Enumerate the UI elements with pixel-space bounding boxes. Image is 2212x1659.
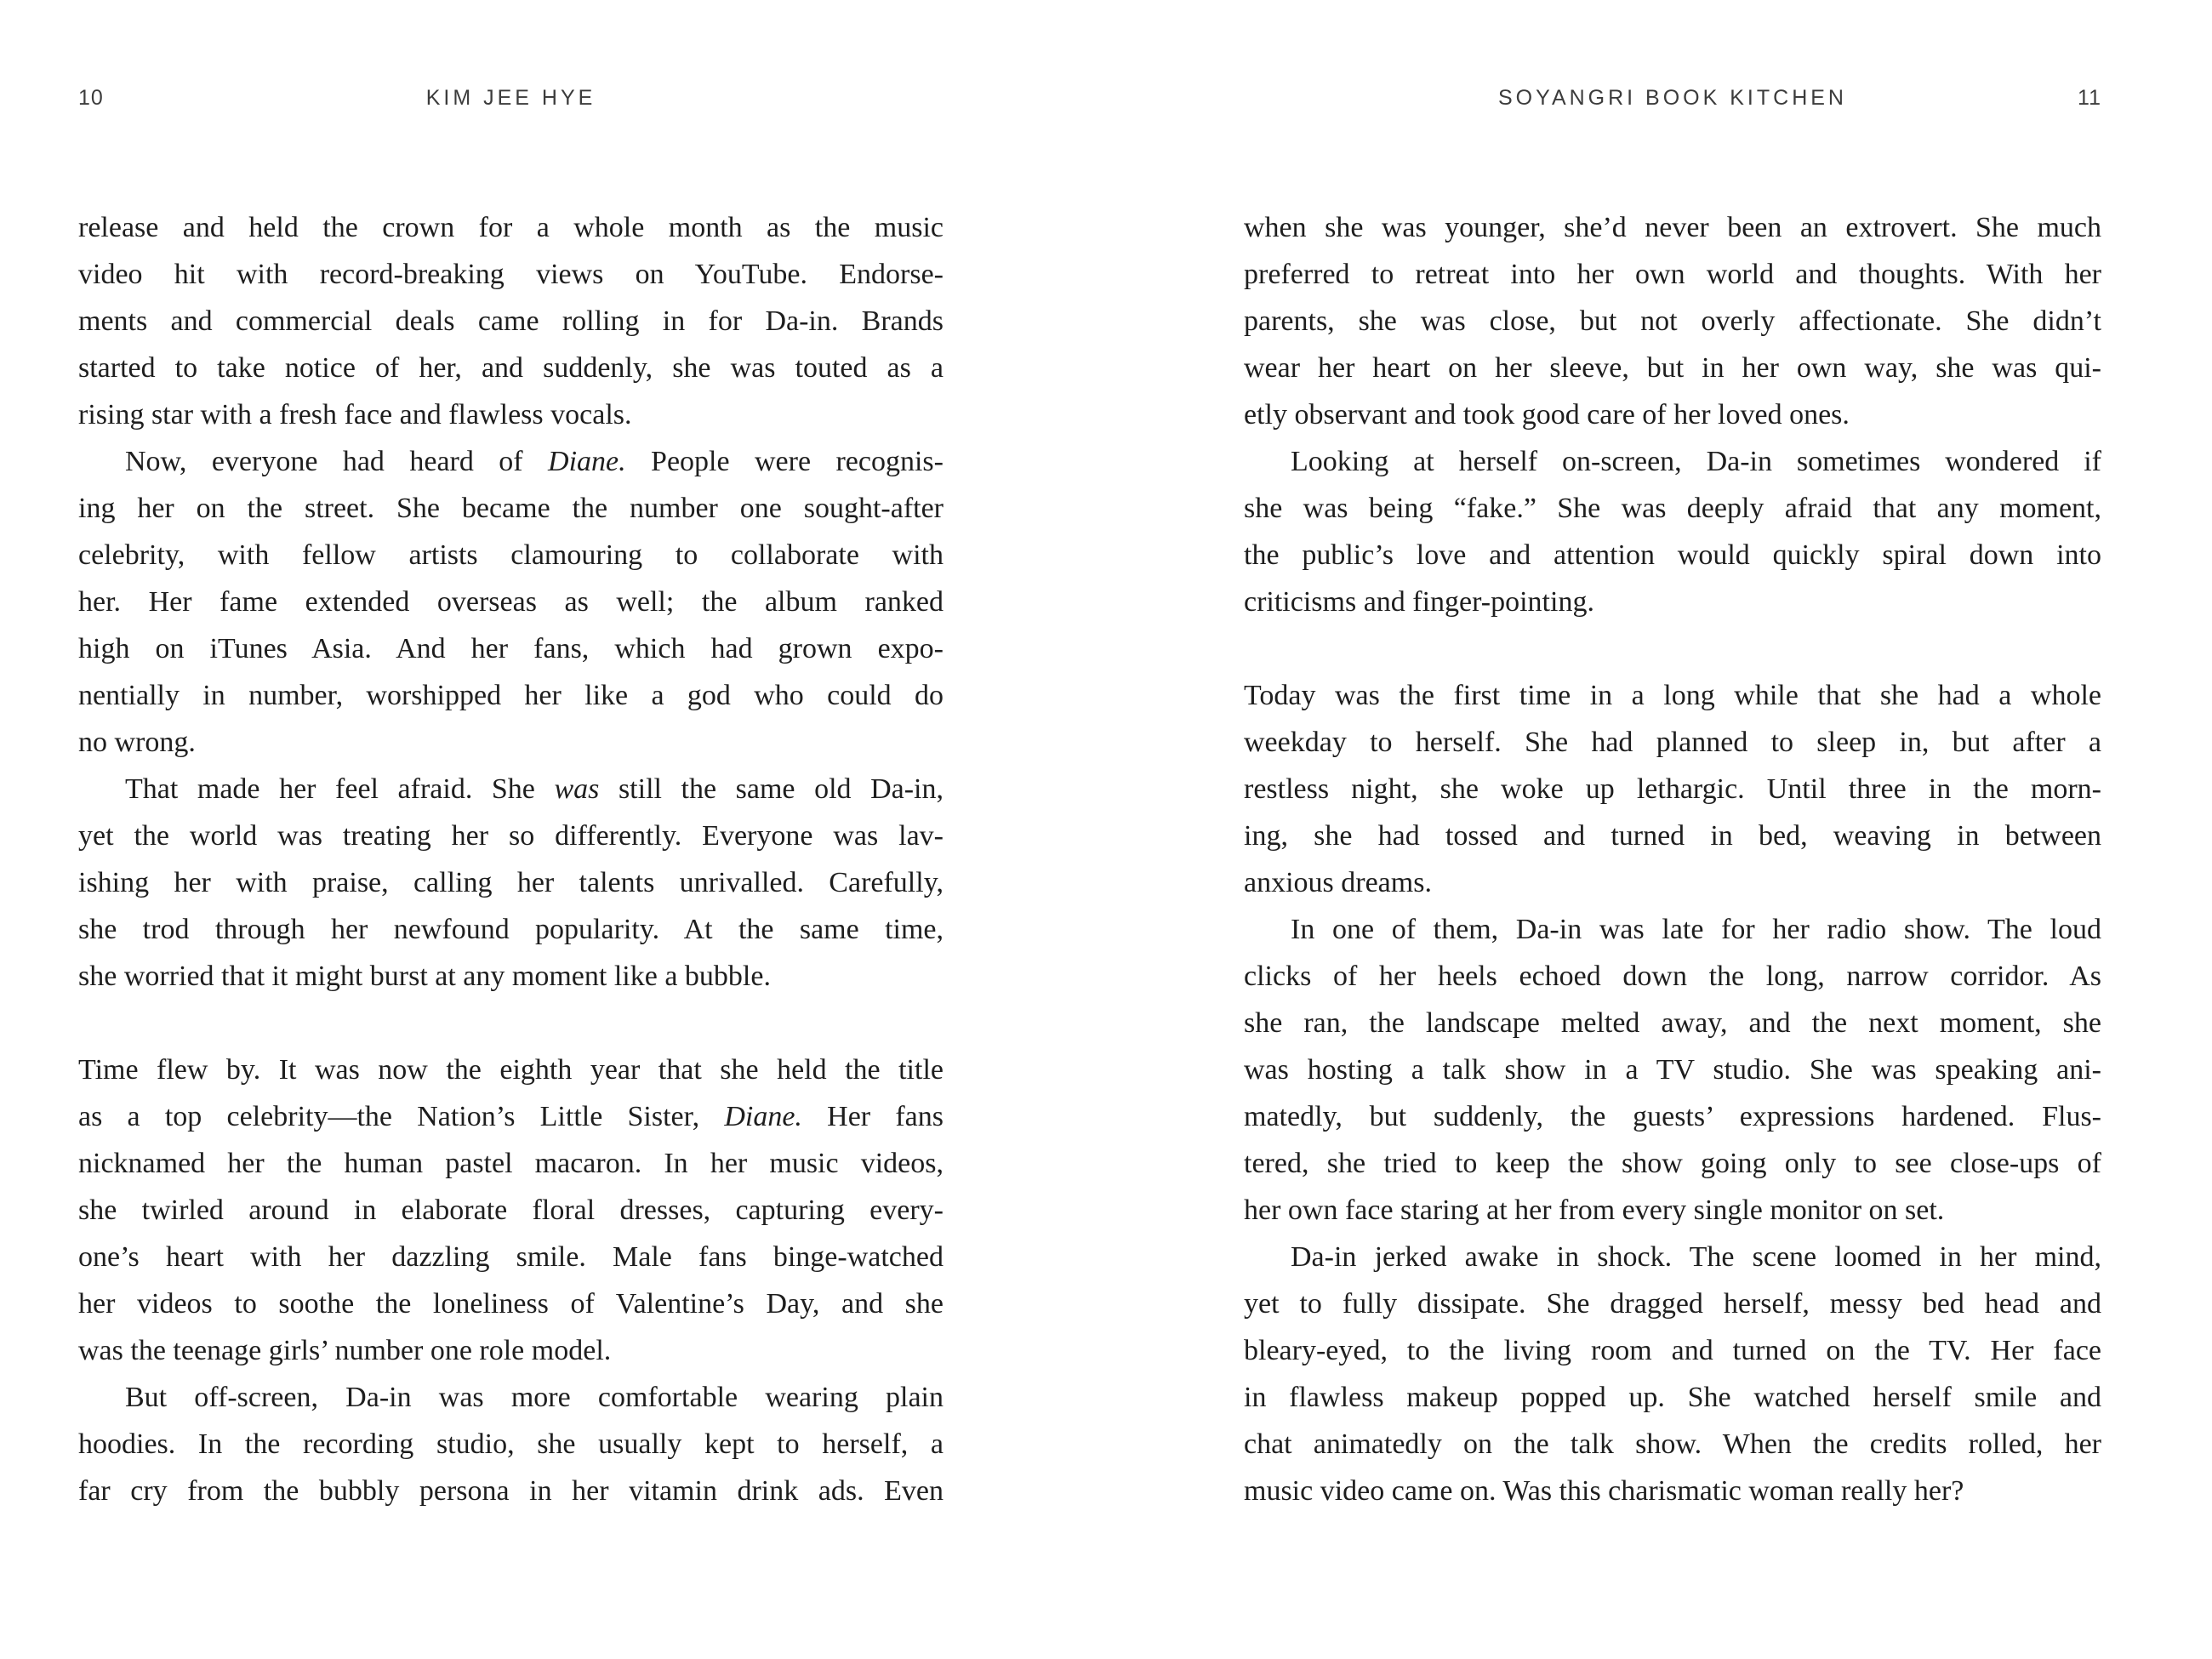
text-line (1244, 251, 2101, 298)
text-line (1244, 204, 2101, 251)
text-run: she was being “fake.” She was deeply afraid that any moment, (1244, 493, 2101, 524)
text-line (78, 1140, 944, 1187)
text-line (78, 204, 944, 251)
text-run: high on iTunes Asia. And her fans, which had grown expo- (78, 633, 944, 664)
text-line (78, 485, 944, 532)
running-title-left: KIM JEE HYE (425, 86, 596, 110)
text-line (78, 1374, 944, 1421)
text-line (78, 391, 944, 438)
text-run: her videos to soothe the loneliness of Valentine’s Day, and she (78, 1288, 944, 1320)
text-run: was the teenage girls’ number one role model. (78, 1335, 612, 1366)
text-line (78, 812, 944, 859)
text-line (1244, 1000, 2101, 1046)
text-run: Looking at herself on-screen, Da-in sometimes wondered if (1291, 446, 2101, 477)
text-run: But off-screen, Da-in was more comfortable wearing plain (125, 1382, 944, 1413)
text-run: In one of them, Da-in was late for her radio show. The loud (1291, 914, 2101, 945)
text-line (78, 719, 944, 766)
text-run: People were recognis- (625, 446, 944, 477)
text-run: when she was younger, she’d never been an extrovert. She much (1244, 212, 2101, 243)
text-run: celebrity, with fellow artists clamouring to collaborate with (78, 539, 944, 571)
text-run: Her fans (801, 1101, 944, 1132)
paragraph (1244, 438, 2101, 625)
text-run: ing, she had tossed and turned in bed, weaving in between (1244, 820, 2101, 852)
text-line (78, 1421, 944, 1468)
text-run: nicknamed her the human pastel macaron. In her music videos, (78, 1148, 944, 1179)
text-line (1244, 438, 2101, 485)
text-line (1244, 298, 2101, 345)
text-line (1244, 1234, 2101, 1280)
text-line (1244, 1187, 2101, 1234)
running-header-left (78, 81, 944, 115)
text-run: matedly, but suddenly, the guests’ expressions hardened. Flus- (1244, 1101, 2101, 1132)
text-line (78, 953, 944, 1000)
running-header-right (1244, 81, 2101, 115)
text-line (1244, 1421, 2101, 1468)
text-run: Time flew by. It was now the eighth year that she held the title (78, 1054, 944, 1086)
text-line (1244, 766, 2101, 812)
text-run: she twirled around in elaborate floral dresses, capturing every- (78, 1194, 944, 1226)
text-run: yet the world was treating her so differently. Everyone was lav- (78, 820, 944, 852)
page-right (1244, 81, 2101, 1514)
paragraph (1244, 204, 2101, 438)
page-number-left: 10 (78, 86, 104, 110)
text-line (78, 1046, 944, 1093)
text-line (78, 1327, 944, 1374)
text-run: That made her feel afraid. She (125, 773, 555, 805)
text-run: ing her on the street. She became the number one sought-after (78, 493, 944, 524)
text-line (1244, 953, 2101, 1000)
text-run: chat animatedly on the talk show. When the credits rolled, her (1244, 1428, 2101, 1460)
text-line (78, 625, 944, 672)
text-line (1244, 1140, 2101, 1187)
text-line (1244, 906, 2101, 953)
text-run: Da-in jerked awake in shock. The scene loomed in her mind, (1291, 1241, 2101, 1273)
text-run: clicks of her heels echoed down the long, narrow corridor. As (1244, 961, 2101, 992)
text-line (78, 859, 944, 906)
text-line (78, 1093, 944, 1140)
text-run: no wrong. (78, 727, 196, 758)
text-line (1244, 1280, 2101, 1327)
text-run: hoodies. In the recording studio, she usually kept to herself, a (78, 1428, 944, 1460)
text-run: her own face staring at her from every single monitor on set. (1244, 1194, 1945, 1226)
paragraph (78, 204, 944, 438)
text-run: preferred to retreat into her own world and thoughts. With her (1244, 259, 2101, 290)
text-run: still the same old Da-in, (599, 773, 944, 805)
text-run: etly observant and took good care of her loved ones. (1244, 399, 1850, 430)
text-run: nentially in number, worshipped her like a god who could do (78, 680, 944, 711)
italic-text: Diane. (548, 446, 626, 477)
text-line (1244, 859, 2101, 906)
text-line (1244, 672, 2101, 719)
text-line (1244, 719, 2101, 766)
text-run: far cry from the bubbly persona in her vitamin drink ads. Even (78, 1475, 944, 1507)
text-line (1244, 812, 2101, 859)
running-title-right: SOYANGRI BOOK KITCHEN (1498, 86, 1847, 110)
text-line (78, 532, 944, 579)
text-line (1244, 1093, 2101, 1140)
page-body-left (78, 204, 944, 1514)
text-line (78, 579, 944, 625)
text-run: yet to fully dissipate. She dragged herself, messy bed head and (1244, 1288, 2101, 1320)
text-run: music video came on. Was this charismatic woman really her? (1244, 1475, 1964, 1507)
text-line (1244, 1046, 2101, 1093)
text-line (78, 251, 944, 298)
text-line (1244, 532, 2101, 579)
text-line (78, 1468, 944, 1514)
text-run: restless night, she woke up lethargic. Until three in the morn- (1244, 773, 2101, 805)
italic-text: was (554, 773, 600, 805)
text-line (78, 766, 944, 812)
text-run: anxious dreams. (1244, 867, 1432, 898)
text-run: she worried that it might burst at any moment like a bubble. (78, 961, 771, 992)
text-run: weekday to herself. She had planned to sleep in, but after a (1244, 727, 2101, 758)
text-run: in flawless makeup popped up. She watched herself smile and (1244, 1382, 2101, 1413)
text-line (78, 672, 944, 719)
text-run: one’s heart with her dazzling smile. Male fans binge-watched (78, 1241, 944, 1273)
text-line (78, 1234, 944, 1280)
text-run: criticisms and finger-pointing. (1244, 586, 1594, 618)
text-run: she trod through her newfound popularity. At the same time, (78, 914, 944, 945)
text-line (78, 345, 944, 391)
text-run: Now, everyone had heard of (125, 446, 549, 477)
text-line (78, 906, 944, 953)
paragraph (1244, 672, 2101, 906)
paragraph (78, 766, 944, 1000)
text-line (1244, 1374, 2101, 1421)
text-line (1244, 391, 2101, 438)
page-number-right: 11 (2078, 86, 2101, 110)
text-run: was hosting a talk show in a TV studio. She was speaking ani- (1244, 1054, 2101, 1086)
paragraph (78, 438, 944, 766)
page-left (78, 81, 944, 1514)
text-line (78, 438, 944, 485)
text-run: ments and commercial deals came rolling in for Da-in. Brands (78, 305, 944, 337)
text-run: the public’s love and attention would quickly spiral down into (1244, 539, 2101, 571)
text-run: rising star with a fresh face and flawless vocals. (78, 399, 632, 430)
text-line (78, 1280, 944, 1327)
text-run: tered, she tried to keep the show going only to see close-ups of (1244, 1148, 2101, 1179)
text-line (1244, 485, 2101, 532)
text-run: started to take notice of her, and suddenly, she was touted as a (78, 352, 944, 384)
text-line (1244, 579, 2101, 625)
text-line (1244, 1327, 2101, 1374)
paragraph (78, 1046, 944, 1374)
text-line (78, 298, 944, 345)
page-body-right (1244, 204, 2101, 1514)
text-run: Today was the first time in a long while that she had a whole (1244, 680, 2101, 711)
italic-text: Diane. (724, 1101, 802, 1132)
text-run: release and held the crown for a whole month as the music (78, 212, 944, 243)
text-run: she ran, the landscape melted away, and the next moment, she (1244, 1007, 2101, 1039)
text-run: parents, she was close, but not overly affectionate. She didn’t (1244, 305, 2101, 337)
text-run: video hit with record-breaking views on YouTube. Endorse- (78, 259, 944, 290)
text-run: wear her heart on her sleeve, but in her own way, she was qui- (1244, 352, 2101, 384)
text-line (1244, 1468, 2101, 1514)
paragraph (1244, 906, 2101, 1234)
paragraph (78, 1374, 944, 1514)
text-run: bleary-eyed, to the living room and turned on the TV. Her face (1244, 1335, 2101, 1366)
text-run: ishing her with praise, calling her talents unrivalled. Carefully, (78, 867, 944, 898)
text-run: as a top celebrity—the Nation’s Little Sister, (78, 1101, 725, 1132)
text-line (78, 1187, 944, 1234)
text-run: her. Her fame extended overseas as well; the album ranked (78, 586, 944, 618)
paragraph (1244, 1234, 2101, 1514)
text-line (1244, 345, 2101, 391)
